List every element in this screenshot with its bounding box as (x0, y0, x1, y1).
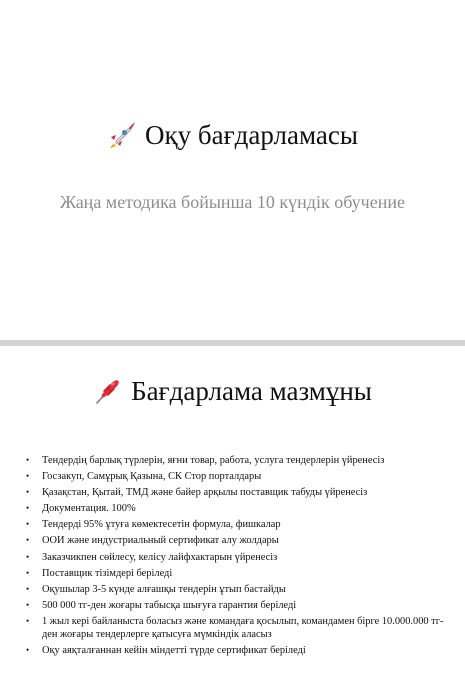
slide1-title-row (0, 118, 465, 152)
bullet-icon: • (26, 615, 30, 626)
bullet-icon: • (26, 503, 30, 514)
slide-content (0, 346, 465, 699)
list-item: • Тендерді 95% ұтуға көмектесетін формула, фишкалар (26, 519, 281, 531)
pushpin-icon (93, 376, 123, 406)
bullet-icon: • (26, 519, 30, 530)
slide2-title: Бағдарлама мазмұны (131, 376, 372, 406)
list-item: • 500 000 тг-ден жоғары табысқа шығуға гарантия беріледі (26, 599, 297, 611)
bullet-icon: • (26, 645, 30, 656)
bullet-icon: • (26, 567, 30, 578)
program-content-list (0, 454, 465, 660)
bullet-icon: • (26, 583, 30, 594)
slide-title (0, 0, 465, 340)
slide1-title: Оқу бағдарламасы (145, 120, 358, 150)
list-item: • Документация. 100% (26, 503, 136, 515)
list-item: • Қазақстан, Қытай, ТМД және байер арқылы поставщик табуды үйренесіз (26, 487, 368, 499)
list-item: • Тендердің барлық түрлерін, яғни товар, работа, услуга тендерлерін үйренесіз (26, 455, 385, 466)
bullet-icon: • (26, 471, 30, 482)
list-item: • Заказчикпен сөйлесу, келісу лайфхактарын үйренесіз (26, 551, 278, 563)
slide2-title-row (0, 374, 465, 408)
list-item: • 1 жыл кері байланыста боласыз және командаға қосылып, командамен бірге 10.000.000 тг-ден жоғары тендерлерге қатысуға мүмкіндік аласыз (26, 615, 444, 640)
rocket-icon (107, 120, 137, 150)
list-item: • Оқушылар 3-5 күнде алғашқы тендерін ұтып бастайды (26, 583, 286, 595)
slide1-subtitle: Жаңа методика бойынша 10 күндік обучение (60, 192, 405, 212)
list-item: • Госзакуп, Самұрық Қазына, СК Стор порталдары (26, 471, 262, 483)
list-item: • Оқу аяқталғаннан кейін міндетті түрде сертификат беріледі (26, 645, 306, 657)
bullet-icon: • (26, 599, 30, 610)
list-item: • Поставщик тізімдері беріледі (26, 567, 173, 579)
bullet-icon: • (26, 551, 30, 562)
list-item: • ООИ және индустриальный сертификат алу жолдары (26, 535, 279, 547)
bullet-icon: • (26, 535, 30, 546)
bullet-icon: • (26, 455, 30, 465)
bullet-icon: • (26, 487, 30, 498)
